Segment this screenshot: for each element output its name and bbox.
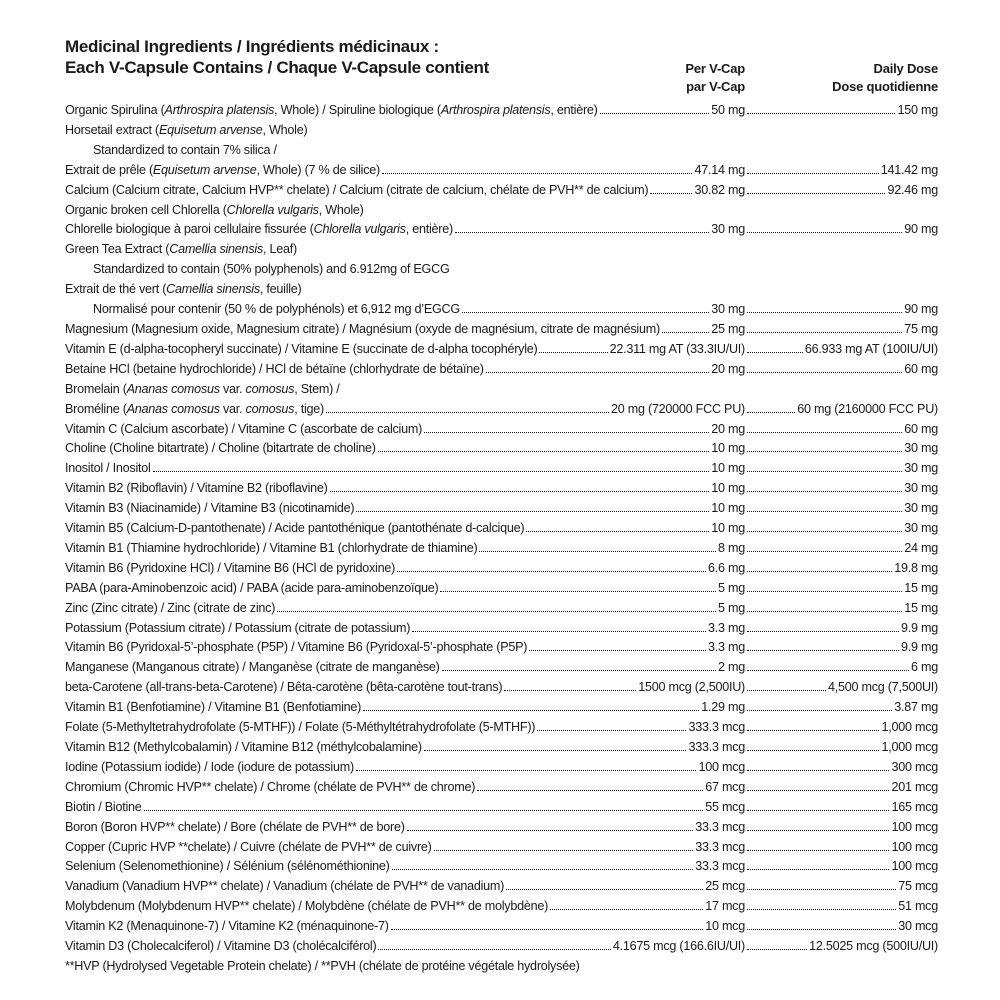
dot-leader: [356, 511, 709, 512]
ingredient-label: Organic Spirulina (Arthrospira platensis, Whole) / Spiruline biologique (Arthrospira platensis, entière): [65, 103, 598, 117]
dot-leader: [144, 810, 704, 811]
dot-leader: [363, 710, 699, 711]
ingredient-label: Vitamin B5 (Calcium-D-pantothenate) / Acide pantothénique (pantothénate d-calcique): [65, 521, 525, 536]
daily-dose-cell: [745, 718, 938, 738]
column-header-per-vcap-en: Per V-Cap: [685, 61, 745, 76]
dot-leader: [747, 332, 902, 333]
per-vcap-value: 2 mg: [718, 660, 745, 675]
daily-dose-cell: [745, 539, 938, 559]
daily-dose-value: 4,500 mcg (7,500UI): [827, 680, 938, 695]
daily-dose-value: 51 mcg: [898, 899, 938, 914]
ingredient-label: Selenium (Selenomethionine) / Sélénium (sélénométhionine): [65, 859, 390, 874]
dot-leader: [600, 113, 710, 114]
ingredient-label: Green Tea Extract (Camellia sinensis, Leaf): [65, 242, 297, 257]
daily-dose-value: 9.9 mg: [900, 640, 938, 655]
dot-leader: [747, 591, 902, 592]
column-header-per-vcap-fr: par V-Cap: [686, 79, 745, 94]
table-row: [65, 340, 938, 360]
table-row: [65, 141, 938, 161]
hvp-footnote: **HVP (Hydrolysed Vegetable Protein chelate) / **PVH (chélate de protéine végétale hydrolysée): [65, 958, 580, 973]
daily-dose-value: 24 mg: [904, 540, 938, 555]
per-vcap-value: 4.1675 mcg (166.6IU/UI): [612, 939, 745, 954]
per-vcap-value: 333.3 mcg: [688, 720, 745, 735]
daily-dose-cell: [745, 778, 938, 798]
daily-dose-value: 100 mcg: [891, 819, 938, 834]
dot-leader: [747, 372, 902, 373]
daily-dose-cell: [745, 619, 938, 639]
ingredient-label: Vitamin B2 (Riboflavin) / Vitamine B2 (riboflavine): [65, 481, 328, 496]
daily-dose-value: 30 mg: [904, 501, 938, 516]
ingredient-label: Standardized to contain 7% silica /: [93, 142, 277, 157]
per-vcap-value: 50 mg: [711, 103, 745, 117]
dot-leader: [747, 869, 889, 870]
table-row: [65, 439, 938, 459]
table-row: [65, 499, 938, 519]
table-row: [65, 758, 938, 778]
daily-dose-value: 30 mg: [904, 461, 938, 476]
page-title-line1: Medicinal Ingredients / Ingrédients médicinaux :: [65, 37, 439, 56]
per-vcap-value: 22.311 mg AT (33.3IU/UI): [609, 341, 745, 356]
ingredient-label: Vitamin B6 (Pyridoxal-5’-phosphate (P5P) / Vitamine B6 (Pyridoxal-5’-phosphate (P5P): [65, 640, 528, 655]
dot-leader: [747, 232, 902, 233]
daily-dose-cell: [745, 658, 938, 678]
dot-leader: [747, 650, 899, 651]
daily-dose-cell: [745, 340, 938, 360]
daily-dose-value: 1,000 mcg: [881, 720, 938, 735]
per-vcap-value: 10 mg: [711, 461, 745, 476]
daily-dose-value: 9.9 mg: [900, 620, 938, 635]
ingredient-label: Choline (Choline bitartrate) / Choline (bitartrate de choline): [65, 441, 376, 456]
dot-leader: [747, 193, 885, 194]
ingredient-label: Broméline (Ananas comosus var. comosus, tige): [65, 401, 324, 416]
daily-dose-value: 92.46 mg: [887, 182, 938, 197]
per-vcap-value: 33.3 mcg: [695, 839, 745, 854]
dot-leader: [550, 909, 703, 910]
dot-leader: [153, 471, 710, 472]
page-title-line2: Each V-Capsule Contains / Chaque V-Capsule contient: [65, 58, 489, 77]
per-vcap-value: 20 mg: [711, 361, 745, 376]
per-vcap-value: 47.14 mg: [694, 162, 745, 177]
daily-dose-value: 1,000 mcg: [881, 740, 938, 754]
ingredient-label: Copper (Cupric HVP **chelate) / Cuivre (chélate de PVH** de cuivre): [65, 839, 432, 854]
per-vcap-value: 10 mg: [711, 521, 745, 536]
per-vcap-value: 3.3 mg: [707, 620, 745, 635]
dot-leader: [747, 451, 902, 452]
daily-dose-value: 15 mg: [904, 580, 938, 595]
table-row: [65, 718, 938, 738]
dot-leader: [397, 571, 706, 572]
per-vcap-value: 10 mcg: [705, 919, 745, 934]
dot-leader: [662, 332, 709, 333]
table-row: [65, 738, 938, 758]
table-row: [65, 539, 938, 559]
dot-leader: [747, 432, 902, 433]
dot-leader: [747, 909, 896, 910]
daily-dose-cell: [745, 320, 938, 340]
ingredient-label: Vitamin K2 (Menaquinone-7) / Vitamine K2 (ménaquinone-7): [65, 919, 389, 934]
dot-leader: [747, 531, 902, 532]
table-row: [65, 360, 938, 380]
table-row: [65, 937, 938, 957]
per-vcap-value: 100 mcg: [698, 759, 745, 774]
dot-leader: [382, 173, 693, 174]
ingredient-label: Vitamin E (d-alpha-tocopheryl succinate) / Vitamine E (succinate de d-alpha tocophéryle): [65, 341, 538, 356]
dot-leader: [747, 511, 902, 512]
table-row: [65, 320, 938, 340]
daily-dose-cell: [745, 698, 938, 718]
dot-leader: [747, 949, 807, 950]
per-vcap-value: 33.3 mcg: [695, 819, 745, 834]
per-vcap-value: 20 mg: [711, 421, 745, 436]
dot-leader: [356, 770, 697, 771]
daily-dose-cell: [745, 499, 938, 519]
dot-leader: [407, 830, 694, 831]
ingredient-label: Molybdenum (Molybdenum HVP** chelate) / Molybdène (chélate de PVH** de molybdène): [65, 899, 549, 914]
dot-leader: [747, 690, 826, 691]
dot-leader: [539, 352, 607, 353]
dot-leader: [747, 889, 896, 890]
daily-dose-cell: [745, 678, 938, 698]
dot-leader: [747, 710, 892, 711]
dot-leader: [747, 312, 902, 313]
table-row: [65, 877, 938, 897]
daily-dose-value: 75 mcg: [898, 879, 938, 894]
table-row: [65, 121, 938, 141]
daily-dose-cell: [745, 638, 938, 658]
dot-leader: [391, 929, 704, 930]
table-row: [65, 201, 938, 221]
dot-leader: [529, 650, 706, 651]
dot-leader: [477, 790, 703, 791]
table-row: [65, 559, 938, 579]
table-row: [65, 260, 938, 280]
dot-leader: [440, 591, 716, 592]
ingredient-label: Folate (5-Methyltetrahydrofolate (5-MTHF)) / Folate (5-Méthyltétrahydrofolate (5-MTHF)): [65, 720, 536, 735]
ingredient-label: Vanadium (Vanadium HVP** chelate) / Vanadium (chélate de PVH** de vanadium): [65, 879, 505, 894]
dot-leader: [747, 770, 889, 771]
daily-dose-value: 300 mcg: [891, 759, 938, 774]
daily-dose-value: 12.5025 mcg (500IU/UI): [809, 939, 938, 954]
table-row: [65, 400, 938, 420]
ingredient-label: Iodine (Potassium iodide) / Iode (iodure de potassium): [65, 759, 354, 774]
daily-dose-cell: [745, 798, 938, 818]
ingredient-label: Horsetail extract (Equisetum arvense, Whole): [65, 122, 308, 137]
dot-leader: [747, 491, 902, 492]
table-row: [65, 220, 938, 240]
table-row: [65, 778, 938, 798]
ingredient-label: Vitamin B6 (Pyridoxine HCl) / Vitamine B6 (HCl de pyridoxine): [65, 560, 396, 575]
dot-leader: [424, 432, 709, 433]
dot-leader: [486, 372, 710, 373]
table-row: [65, 619, 938, 639]
daily-dose-cell: [745, 818, 938, 838]
daily-dose-value: 75 mg: [904, 321, 938, 336]
dot-leader: [747, 611, 902, 612]
ingredient-label: Potassium (Potassium citrate) / Potassium (citrate de potassium): [65, 620, 411, 635]
ingredient-label: Biotin / Biotine: [65, 799, 142, 814]
ingredient-label: Zinc (Zinc citrate) / Zinc (citrate de zinc): [65, 600, 276, 615]
per-vcap-value: 10 mg: [711, 441, 745, 456]
per-vcap-value: 25 mcg: [705, 879, 745, 894]
daily-dose-cell: [745, 738, 938, 758]
daily-dose-value: 90 mg: [904, 302, 938, 317]
daily-dose-value: 60 mg: [904, 421, 938, 436]
per-vcap-value: 333.3 mcg: [688, 740, 745, 754]
dot-leader: [537, 730, 686, 731]
ingredient-label: Vitamin C (Calcium ascorbate) / Vitamine C (ascorbate de calcium): [65, 421, 423, 436]
table-row: [65, 181, 938, 201]
daily-dose-cell: [745, 360, 938, 380]
per-vcap-value: 3.3 mg: [707, 640, 745, 655]
daily-dose-cell: [745, 300, 938, 320]
daily-dose-cell: [745, 519, 938, 539]
daily-dose-value: 15 mg: [904, 600, 938, 615]
dot-leader: [442, 670, 716, 671]
daily-dose-cell: [745, 181, 938, 201]
per-vcap-value: 33.3 mcg: [695, 859, 745, 874]
daily-dose-cell: [745, 420, 938, 440]
dot-leader: [506, 889, 703, 890]
daily-dose-value: 30 mg: [904, 521, 938, 536]
daily-dose-value: 66.933 mg AT (100IU/UI): [804, 341, 938, 356]
daily-dose-cell: [745, 937, 938, 957]
dot-leader: [412, 631, 706, 632]
ingredient-label: Vitamin D3 (Cholecalciferol) / Vitamine D3 (cholécalciférol): [65, 939, 377, 954]
daily-dose-value: 201 mcg: [891, 779, 938, 794]
ingredient-label: Vitamin B1 (Thiamine hydrochloride) / Vitamine B1 (chlorhydrate de thiamine): [65, 540, 478, 555]
dot-leader: [330, 491, 710, 492]
ingredient-label: Standardized to contain (50% polyphenols) and 6.912mg of EGCG: [93, 262, 450, 277]
ingredient-label: Vitamin B1 (Benfotiamine) / Vitamine B1 (Benfotiamine): [65, 700, 362, 715]
dot-leader: [747, 471, 902, 472]
table-row: [65, 838, 938, 858]
table-row: [65, 857, 938, 877]
table-row: [65, 658, 938, 678]
dot-leader: [392, 869, 694, 870]
daily-dose-cell: [745, 857, 938, 877]
table-row: [65, 280, 938, 300]
daily-dose-value: 100 mcg: [891, 859, 938, 874]
per-vcap-value: 67 mcg: [705, 779, 745, 794]
table-row: [65, 420, 938, 440]
table-row: [65, 678, 938, 698]
ingredient-label: Manganese (Manganous citrate) / Manganèse (citrate de manganèse): [65, 660, 440, 675]
per-vcap-value: 55 mcg: [705, 799, 745, 814]
dot-leader: [434, 850, 694, 851]
ingredient-label: Normalisé pour contenir (50 % de polyphénols) et 6,912 mg d’EGCG: [93, 302, 460, 317]
column-header-daily-dose-fr: Dose quotidienne: [832, 79, 938, 94]
table-row: [65, 459, 938, 479]
ingredient-label: PABA (para-Aminobenzoic acid) / PABA (acide para-aminobenzoïque): [65, 580, 439, 595]
dot-leader: [424, 750, 687, 751]
dot-leader: [747, 810, 889, 811]
dot-leader: [455, 232, 709, 233]
dot-leader: [747, 750, 879, 751]
daily-dose-cell: [745, 917, 938, 937]
daily-dose-value: 165 mcg: [891, 799, 938, 814]
dot-leader: [326, 412, 609, 413]
daily-dose-value: 150 mg: [897, 103, 938, 117]
per-vcap-value: 17 mcg: [705, 899, 745, 914]
table-row: [65, 638, 938, 658]
ingredient-label: Vitamin B3 (Niacinamide) / Vitamine B3 (nicotinamide): [65, 501, 355, 516]
per-vcap-value: 25 mg: [711, 321, 745, 336]
daily-dose-value: 30 mg: [904, 441, 938, 456]
ingredient-label: Vitamin B12 (Methylcobalamin) / Vitamine B12 (méthylcobalamine): [65, 740, 422, 754]
dot-leader: [747, 412, 795, 413]
dot-leader: [747, 730, 879, 731]
dot-leader: [747, 790, 889, 791]
ingredient-label: Magnesium (Magnesium oxide, Magnesium citrate) / Magnésium (oxyde de magnésium, citrate de magnésium): [65, 321, 660, 336]
dot-leader: [747, 352, 803, 353]
daily-dose-value: 6 mg: [911, 660, 938, 675]
daily-dose-cell: [745, 101, 938, 121]
ingredient-label: Inositol / Inositol: [65, 461, 151, 476]
dot-leader: [378, 949, 610, 950]
dot-leader: [747, 571, 892, 572]
label-header: [65, 36, 938, 96]
daily-dose-cell: [745, 758, 938, 778]
dot-leader: [747, 173, 879, 174]
column-header-daily-dose-en: Daily Dose: [873, 61, 938, 76]
daily-dose-cell: [745, 161, 938, 181]
table-row: [65, 579, 938, 599]
table-row: [65, 818, 938, 838]
table-row: [65, 698, 938, 718]
daily-dose-cell: [745, 400, 938, 420]
per-vcap-value: 30 mg: [711, 222, 745, 237]
per-vcap-value: 10 mg: [711, 481, 745, 496]
ingredient-label: Extrait de prêle (Equisetum arvense, Whole) (7 % de silice): [65, 162, 380, 177]
dot-leader: [747, 670, 909, 671]
table-row: [65, 917, 938, 937]
table-row: [65, 897, 938, 917]
daily-dose-value: 30 mg: [904, 481, 938, 496]
dot-leader: [747, 850, 889, 851]
daily-dose-cell: [745, 559, 938, 579]
table-row: [65, 519, 938, 539]
ingredient-label: Betaine HCl (betaine hydrochloride) / HCl de bétaïne (chlorhydrate de bétaïne): [65, 361, 484, 376]
per-vcap-value: 10 mg: [711, 501, 745, 516]
daily-dose-value: 60 mg (2160000 FCC PU): [797, 401, 938, 416]
table-row: [65, 479, 938, 499]
table-row: [65, 798, 938, 818]
table-row: [65, 240, 938, 260]
dot-leader: [747, 631, 899, 632]
table-row: [65, 300, 938, 320]
ingredient-label: Calcium (Calcium citrate, Calcium HVP** chelate) / Calcium (citrate de calcium, chélate de PVH** de calcium): [65, 182, 649, 197]
table-row: [65, 101, 938, 121]
daily-dose-value: 19.8 mg: [894, 560, 938, 575]
per-vcap-value: 8 mg: [718, 540, 745, 555]
ingredient-label: Bromelain (Ananas comosus var. comosus, Stem) /: [65, 381, 340, 396]
daily-dose-cell: [745, 479, 938, 499]
dot-leader: [747, 551, 902, 552]
ingredient-label: Chromium (Chromic HVP** chelate) / Chrome (chélate de PVH** de chrome): [65, 779, 476, 794]
daily-dose-cell: [745, 877, 938, 897]
dot-leader: [378, 451, 710, 452]
daily-dose-cell: [745, 897, 938, 917]
table-row: [65, 380, 938, 400]
per-vcap-value: 6.6 mg: [707, 560, 745, 575]
ingredient-label: Boron (Boron HVP** chelate) / Bore (chélate de PVH** de bore): [65, 819, 405, 834]
daily-dose-value: 141.42 mg: [880, 162, 938, 177]
ingredient-label: Organic broken cell Chlorella (Chlorella vulgaris, Whole): [65, 202, 364, 217]
dot-leader: [650, 193, 692, 194]
per-vcap-value: 1.29 mg: [701, 700, 745, 715]
daily-dose-value: 60 mg: [904, 361, 938, 376]
per-vcap-value: 30.82 mg: [694, 182, 745, 197]
daily-dose-value: 30 mcg: [898, 919, 938, 934]
daily-dose-cell: [745, 220, 938, 240]
per-vcap-value: 5 mg: [718, 600, 745, 615]
table-row: [65, 161, 938, 181]
per-vcap-value: 1500 mcg (2,500IU): [638, 680, 745, 695]
daily-dose-cell: [745, 459, 938, 479]
ingredient-label: beta-Carotene (all-trans-beta-Carotene) / Bêta-carotène (bêta-carotène tout-trans): [65, 680, 503, 695]
table-row: [65, 599, 938, 619]
dot-leader: [504, 690, 636, 691]
ingredient-label: Chlorelle biologique à paroi cellulaire fissurée (Chlorella vulgaris, entière): [65, 222, 453, 237]
daily-dose-value: 100 mcg: [891, 839, 938, 854]
daily-dose-cell: [745, 579, 938, 599]
dot-leader: [479, 551, 716, 552]
daily-dose-cell: [745, 599, 938, 619]
ingredients-table: [65, 101, 938, 957]
per-vcap-value: 30 mg: [711, 302, 745, 317]
dot-leader: [462, 312, 709, 313]
dot-leader: [747, 113, 895, 114]
supplement-facts-label: [65, 36, 938, 977]
dot-leader: [526, 531, 709, 532]
dot-leader: [747, 929, 896, 930]
daily-dose-value: 90 mg: [904, 222, 938, 237]
per-vcap-value: 5 mg: [718, 580, 745, 595]
daily-dose-cell: [745, 439, 938, 459]
daily-dose-value: 3.87 mg: [894, 700, 938, 715]
dot-leader: [277, 611, 716, 612]
dot-leader: [747, 830, 889, 831]
ingredient-label: Extrait de thé vert (Camellia sinensis, feuille): [65, 282, 302, 297]
daily-dose-cell: [745, 838, 938, 858]
per-vcap-value: 20 mg (720000 FCC PU): [610, 401, 745, 416]
